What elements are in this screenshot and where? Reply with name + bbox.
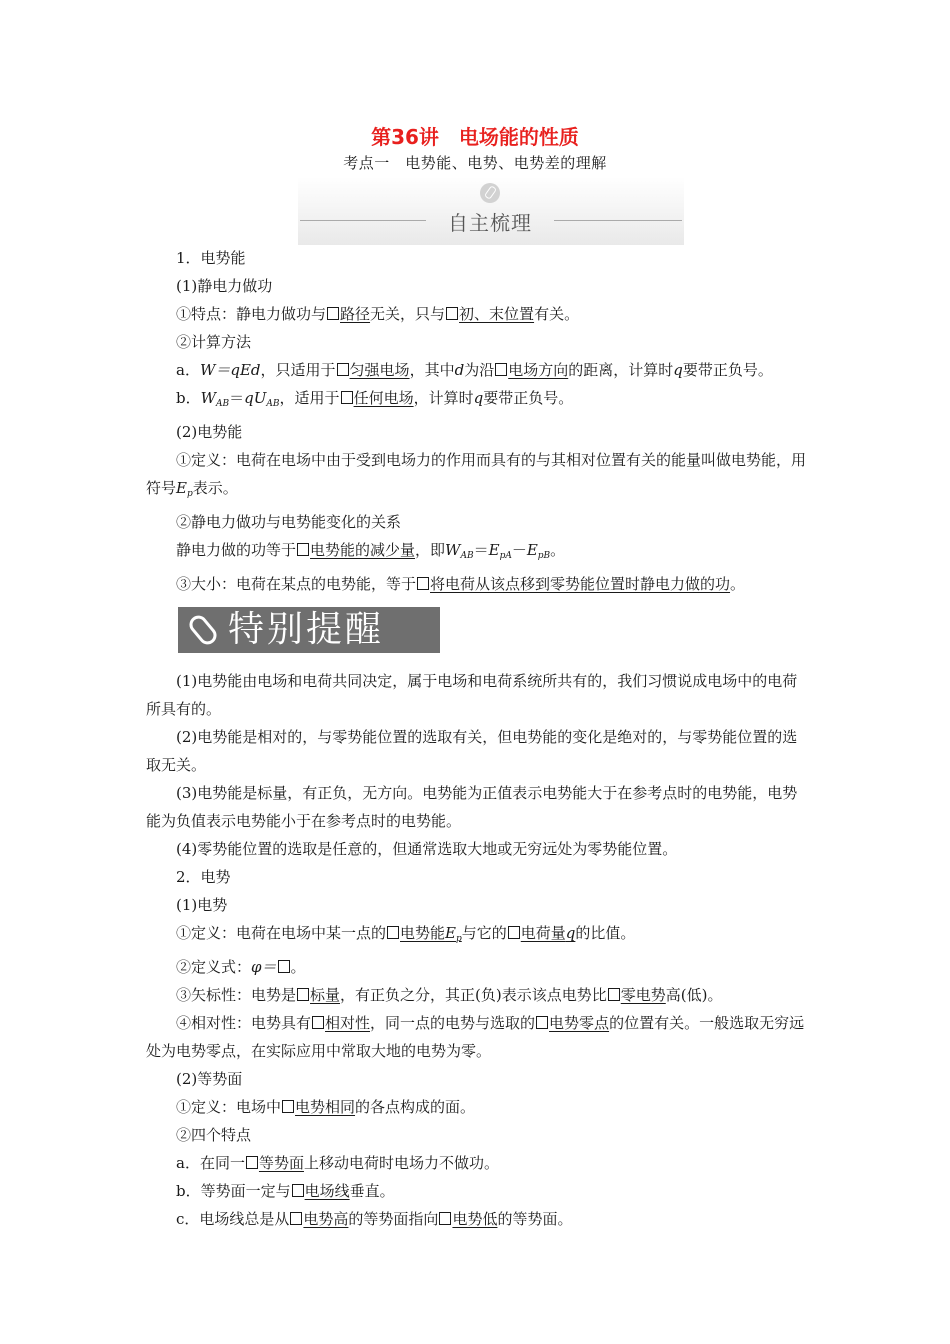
paragraph-calc-b: b．$W_{AB}=qU_{AB}$，适用于 任何电场，计算时q要带正负号。	[176, 389, 574, 409]
blank-box-icon	[417, 577, 429, 590]
reminder-item: (3)电势能是标量，有正负，无方向。电势能为正值表示电势能大于在参考点时的电势能，电势能为负值表示电势能小于在参考点时的电势能。	[146, 784, 798, 830]
section-subtitle: 考点一 电势能、电势、电势差的理解	[343, 154, 607, 172]
blank-box-icon	[297, 543, 309, 556]
subheading-four-features: ②四个特点	[176, 1126, 252, 1144]
paragraph-relativity: ④相对性：电势具有 相对性，同一点的电势与选取的 电势零点的位置有关。一般选取无穷远处为电势零点，在实际应用中常取大地的电势为零。	[146, 1014, 805, 1060]
answer-blank: 电势低	[452, 1210, 498, 1228]
banner-divider-left	[300, 220, 426, 221]
paragraph-feature: ①特点：静电力做功与 路径无关，只与 初、末位置有关。	[176, 305, 580, 323]
answer-blank: 初、末位置	[459, 305, 535, 323]
document-body	[146, 244, 810, 1233]
answer-blank: 将电荷从该点移到零势能位置时静电力做的功	[430, 575, 731, 593]
answer-blank: 电势能$E_p$	[400, 924, 462, 944]
reminder-item: (1)电势能由电场和电荷共同决定，属于电场和电荷系统所共有的，我们习惯说成电场中的电荷所具有的。	[146, 672, 798, 718]
blank-box-icon	[312, 1016, 324, 1029]
answer-blank: 电势零点	[549, 1014, 610, 1032]
answer-blank: 电势相同	[295, 1098, 356, 1116]
rocket-icon	[480, 183, 500, 203]
banner-divider-right	[554, 220, 682, 221]
blank-box-icon	[536, 1016, 548, 1029]
subheading-calc: ②计算方法	[176, 333, 252, 351]
blank-box-icon	[508, 926, 520, 939]
blank-box-icon	[608, 988, 620, 1001]
heading-potential-energy: 1．电势能	[176, 249, 246, 267]
self-study-banner	[298, 177, 684, 245]
paragraph-eq-def: ①定义：电场中 电势相同的各点构成的面。	[176, 1098, 476, 1116]
paragraph-feature-b: b．等势面一定与 电场线垂直。	[176, 1182, 395, 1200]
reminder-label: 特别提醒	[228, 609, 385, 650]
answer-blank: 路径	[340, 305, 371, 323]
answer-blank: 任何电场	[353, 389, 414, 407]
blank-box-icon	[290, 1212, 302, 1225]
answer-blank: 相对性	[325, 1014, 371, 1032]
blank-box-icon	[495, 363, 507, 376]
answer-blank: 匀强电场	[349, 361, 410, 379]
answer-blank: 零电势	[620, 986, 666, 1004]
answer-blank: 标量	[310, 986, 341, 1004]
heading-potential: 2．电势	[176, 868, 231, 886]
blank-box-icon	[246, 1156, 258, 1169]
answer-blank: 电势高	[303, 1210, 349, 1228]
paragraph-calc-a: a．W＝qEd，只适用于 匀强电场，其中d为沿 电场方向的距离，计算时q要带正负号。	[176, 361, 773, 379]
reminder-item: (2)电势能是相对的，与零势能位置的选取有关，但电势能的变化是绝对的，与零势能位置的选取无关。	[146, 728, 798, 774]
answer-blank: 电荷量q	[520, 924, 576, 942]
reminder-item: (4)零势能位置的选取是任意的，但通常选取大地或无穷远处为零势能位置。	[176, 840, 678, 858]
blank-box-icon	[292, 1184, 304, 1197]
subheading-work: (1)静电力做功	[176, 277, 273, 295]
blank-box-icon	[387, 926, 399, 939]
paragraph-relation: 静电力做的功等于 电势能的减少量，即$W_{AB}=E_{pA}-E_{pB}$。	[176, 541, 566, 561]
paperclip-icon	[184, 610, 224, 650]
answer-blank: 电场线	[304, 1182, 350, 1200]
answer-blank: 电势能的减少量	[310, 541, 416, 559]
answer-blank: 等势面	[258, 1154, 304, 1172]
subheading-potential: (1)电势	[176, 896, 228, 914]
blank-box-icon	[341, 391, 353, 404]
subheading-relation: ②静电力做功与电势能变化的关系	[176, 513, 402, 531]
subheading-potential-energy: (2)电势能	[176, 423, 243, 441]
blank-box-icon	[297, 988, 309, 1001]
paragraph-potential-def: ①定义：电荷在电场中某一点的 电势能$E_p$与它的 电荷量q的比值。	[176, 924, 636, 944]
blank-box-icon	[337, 363, 349, 376]
blank-box-icon	[282, 1100, 294, 1113]
paragraph-formula: ②定义式：φ＝ 。	[176, 958, 306, 976]
paragraph-size: ③大小：电荷在某点的电势能，等于 将电荷从该点移到零势能位置时静电力做的功。	[176, 575, 746, 593]
blank-box-icon	[446, 307, 458, 320]
blank-box-icon	[439, 1212, 451, 1225]
paragraph-definition: ①定义：电荷在电场中由于受到电场力的作用而具有的与其相对位置有关的能量叫做电势能，用符号$E_p$表示。	[146, 451, 807, 499]
answer-blank: 电场方向	[508, 361, 569, 379]
blank-box-icon	[327, 307, 339, 320]
banner-label: 自主梳理	[448, 211, 532, 235]
paragraph-feature-c: c．电场线总是从 电势高的等势面指向 电势低的等势面。	[176, 1210, 573, 1228]
paragraph-scalar: ③矢标性：电势是 标量，有正负之分，其正(负)表示该点电势比 零电势高(低)。	[176, 986, 723, 1004]
special-reminder-banner	[178, 607, 440, 653]
paragraph-feature-a: a．在同一 等势面上移动电荷时电场力不做功。	[176, 1154, 499, 1172]
blank-box-icon	[278, 960, 290, 973]
page-title: 第36讲 电场能的性质	[371, 125, 579, 149]
subheading-equipotential: (2)等势面	[176, 1070, 243, 1088]
